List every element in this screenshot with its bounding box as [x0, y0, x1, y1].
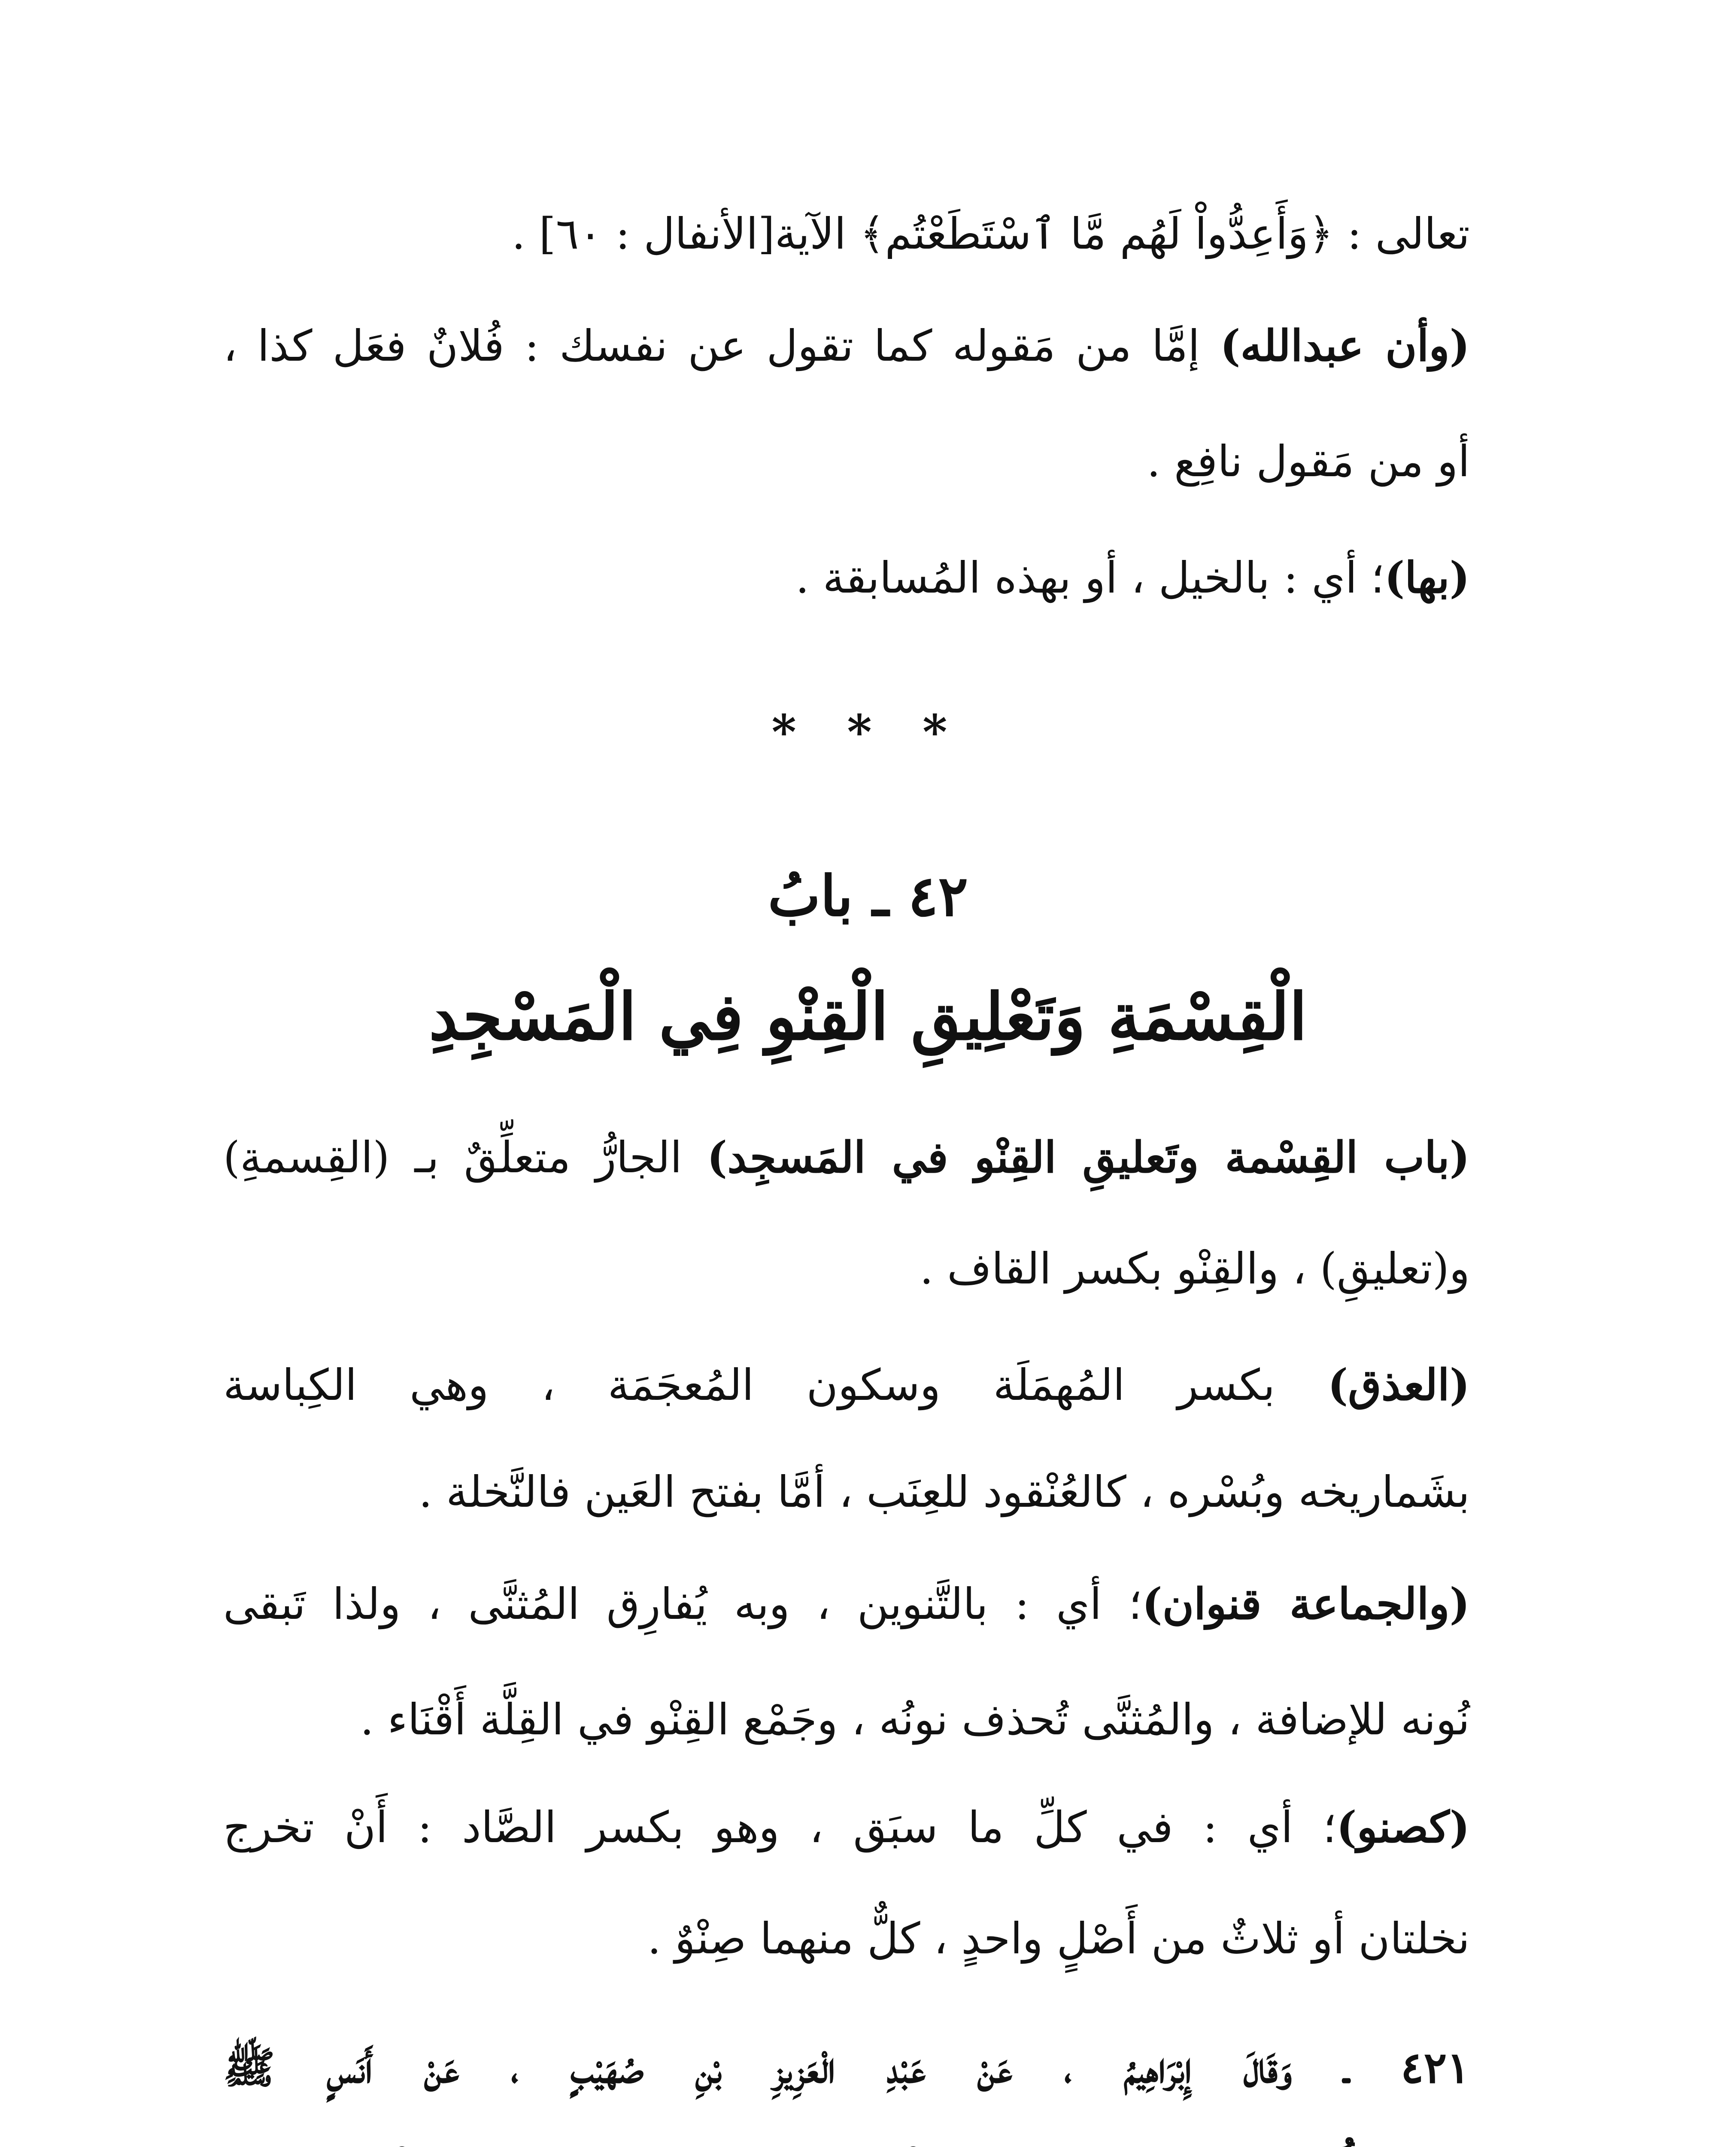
commentary-line: [223, 429, 1470, 494]
lemma-text: (العذق): [1327, 1359, 1470, 1410]
section-separator: * * *: [771, 704, 965, 760]
commentary-text: نخلتان أو ثلاثٌ من أَصْلٍ واحدٍ ، كلٌّ منهما صِنْوٌ .: [647, 1913, 1470, 1964]
lemma-text: (كصنو): [1336, 1802, 1470, 1852]
commentary-line: [223, 1688, 1470, 1752]
lemma-text: (والجماعة قنوان): [1142, 1578, 1470, 1629]
lemma-text: (بها): [1384, 552, 1470, 603]
commentary-text: ؛ أي : بالتَّنوين ، وبه يُفارِق المُثنَّى ، ولذا تَبقى: [223, 1579, 1142, 1629]
commentary-text: إمَّا من مَقوله كما تقول عن نفسك : فُلانٌ فعَل كذا ،: [223, 321, 1220, 371]
lemma-text: (وأن عبدالله): [1220, 320, 1470, 371]
verse-text: تعالى : ﴿وَأَعِدُّواْ لَهُم مَّا ٱسْتَطَعْتُم﴾ الآية[الأنفال : ٦٠] .: [512, 209, 1470, 259]
commentary-line: [223, 1460, 1470, 1524]
commentary-text: بكسر المُهمَلَة وسكون المُعجَمَة ، وهي الكِباسة: [223, 1360, 1328, 1410]
commentary-line: [223, 545, 1470, 610]
lemma-text: (باب القِسْمة وتَعليقِ القِنْو في المَسجِد): [707, 1132, 1470, 1183]
verse-line: [223, 202, 1470, 266]
commentary-text: ؛ أي : بالخيل ، أو بهذه المُسابقة .: [795, 553, 1384, 603]
commentary-text: نُونه للإضافة ، والمُثنَّى تُحذف نونُه ، وجَمْع القِنْو في القِلَّة أَقْنَاء .: [360, 1694, 1470, 1745]
commentary-line: [223, 1795, 1470, 1860]
commentary-line: [223, 1572, 1470, 1636]
commentary-text: ؛ أي : في كلِّ ما سبَق ، وهو بكسر الصَّاد : أَنْ تخرج: [223, 1802, 1337, 1852]
commentary-text: الجارُّ متعلِّقٌ بـ (القِسمةِ): [223, 1132, 707, 1183]
commentary-line: [223, 1125, 1470, 1190]
hadith-text: ٤٢١ ـ وَقَالَ إِبْرَاهِيمُ ، عَنْ عَبْدِ الْعَزِيزِ بْنِ صُهَيْبٍ ، عَنْ أَنَسٍ ﷺ: [223, 2042, 1470, 2093]
commentary-line: [223, 1907, 1470, 1971]
commentary-text: بشَماريخه وبُسْره ، كالعُنْقود للعِنَب ، أمَّا بفتح العَين فالنَّخلة .: [419, 1467, 1470, 1517]
commentary-text: و(تعليقِ) ، والقِنْو بكسر القاف .: [920, 1244, 1470, 1294]
commentary-line: [223, 1353, 1470, 1417]
hadith-line: [223, 2035, 1470, 2100]
commentary-text: أو من مَقول نافِع .: [1147, 436, 1470, 487]
commentary-line: [223, 313, 1470, 378]
chapter-title: الْقِسْمَةِ وَتَعْلِيقِ الْقِنْوِ فِي الْمَسْجِدِ: [429, 979, 1307, 1055]
commentary-line: [223, 1237, 1470, 1301]
chapter-number: ٤٢ ـ بابُ: [768, 863, 968, 929]
